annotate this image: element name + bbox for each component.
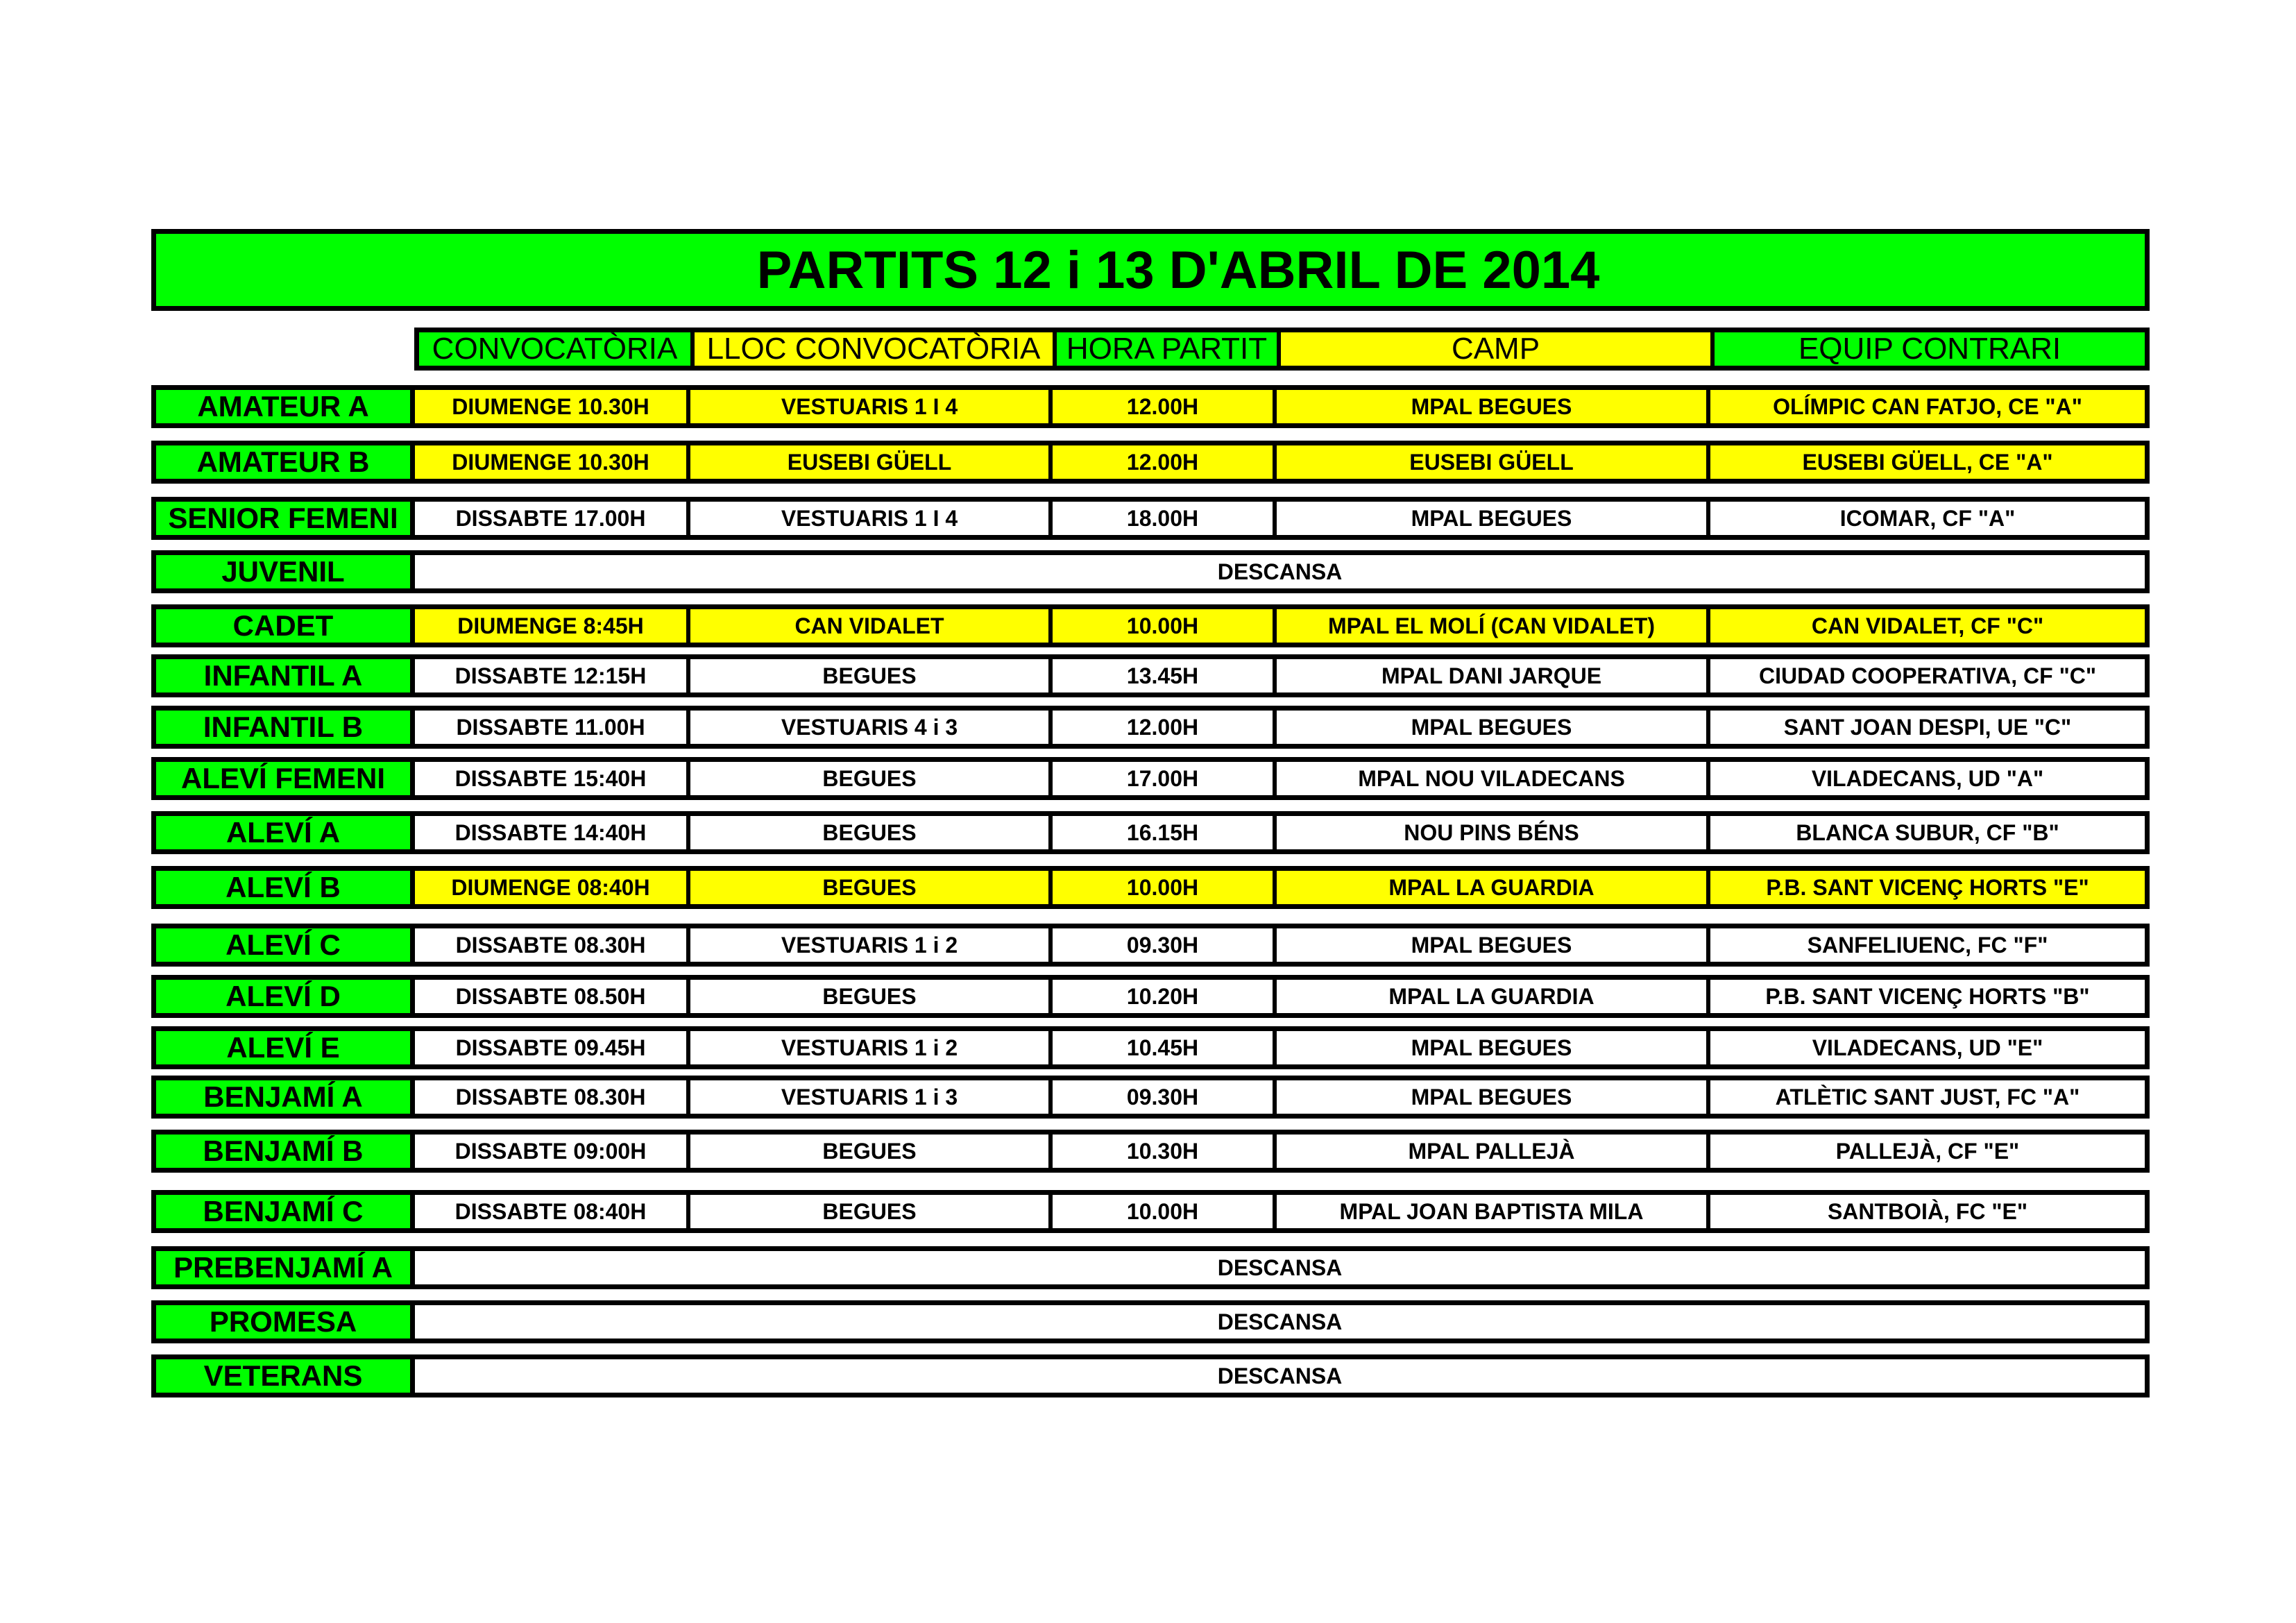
lloc-convocatoria-cell: VESTUARIS 1 I 4 xyxy=(690,390,1053,423)
convocatoria-cell: DISSABTE 11.00H xyxy=(415,711,690,744)
equip-contrari-cell: SANFELIUENC, FC "F" xyxy=(1710,928,2145,962)
match-details xyxy=(415,1130,2150,1173)
equip-contrari-cell: VILADECANS, UD "A" xyxy=(1710,762,2145,795)
team-name: BENJAMÍ A xyxy=(151,1076,415,1119)
match-details xyxy=(415,654,2150,697)
hora-partit-cell: 10.45H xyxy=(1053,1031,1277,1064)
header-camp: CAMP xyxy=(1281,332,1715,366)
camp-cell: MPAL BEGUES xyxy=(1277,928,1710,962)
table-row xyxy=(151,441,2150,484)
convocatoria-cell: DISSABTE 08:40H xyxy=(415,1195,690,1228)
hora-partit-cell: 12.00H xyxy=(1053,390,1277,423)
match-details xyxy=(415,604,2150,647)
team-name: PROMESA xyxy=(151,1300,415,1343)
lloc-convocatoria-cell: BEGUES xyxy=(690,980,1053,1013)
equip-contrari-cell: PALLEJÀ, CF "E" xyxy=(1710,1135,2145,1168)
match-details xyxy=(415,385,2150,428)
hora-partit-cell: 10.30H xyxy=(1053,1135,1277,1168)
table-row xyxy=(151,654,2150,697)
match-details xyxy=(415,1026,2150,1069)
team-name: INFANTIL B xyxy=(151,706,415,749)
header-equip-contrari: EQUIP CONTRARI xyxy=(1715,332,2145,366)
table-row xyxy=(151,1300,2150,1343)
equip-contrari-cell: P.B. SANT VICENÇ HORTS "E" xyxy=(1710,871,2145,904)
table-row xyxy=(151,975,2150,1018)
table-row xyxy=(151,497,2150,540)
table-row xyxy=(151,604,2150,647)
match-details xyxy=(415,441,2150,484)
camp-cell: MPAL DANI JARQUE xyxy=(1277,659,1710,692)
lloc-convocatoria-cell: VESTUARIS 1 I 4 xyxy=(690,502,1053,535)
camp-cell: MPAL JOAN BAPTISTA MILA xyxy=(1277,1195,1710,1228)
match-details xyxy=(415,1076,2150,1119)
camp-cell: MPAL BEGUES xyxy=(1277,1031,1710,1064)
hora-partit-cell: 10.00H xyxy=(1053,1195,1277,1228)
lloc-convocatoria-cell: BEGUES xyxy=(690,1135,1053,1168)
table-row xyxy=(151,811,2150,854)
equip-contrari-cell: BLANCA SUBUR, CF "B" xyxy=(1710,816,2145,849)
team-name: BENJAMÍ C xyxy=(151,1190,415,1233)
convocatoria-cell: DISSABTE 08.30H xyxy=(415,928,690,962)
hora-partit-cell: 10.20H xyxy=(1053,980,1277,1013)
convocatoria-cell: DISSABTE 08.50H xyxy=(415,980,690,1013)
header-hora-partit: HORA PARTIT xyxy=(1057,332,1281,366)
hora-partit-cell: 10.00H xyxy=(1053,871,1277,904)
equip-contrari-cell: VILADECANS, UD "E" xyxy=(1710,1031,2145,1064)
match-details xyxy=(415,811,2150,854)
table-row xyxy=(151,924,2150,967)
team-name: VETERANS xyxy=(151,1354,415,1397)
lloc-convocatoria-cell: EUSEBI GÜELL xyxy=(690,445,1053,479)
lloc-convocatoria-cell: BEGUES xyxy=(690,816,1053,849)
descansa-label: DESCANSA xyxy=(415,555,2145,588)
team-name: AMATEUR B xyxy=(151,441,415,484)
match-details xyxy=(415,706,2150,749)
team-name: BENJAMÍ B xyxy=(151,1130,415,1173)
team-name: SENIOR FEMENI xyxy=(151,497,415,540)
table-row xyxy=(151,1354,2150,1397)
lloc-convocatoria-cell: BEGUES xyxy=(690,762,1053,795)
lloc-convocatoria-cell: VESTUARIS 1 i 2 xyxy=(690,928,1053,962)
hora-partit-cell: 17.00H xyxy=(1053,762,1277,795)
lloc-convocatoria-cell: BEGUES xyxy=(690,1195,1053,1228)
table-row xyxy=(151,757,2150,800)
camp-cell: MPAL BEGUES xyxy=(1277,711,1710,744)
team-name: ALEVÍ FEMENI xyxy=(151,757,415,800)
convocatoria-cell: DISSABTE 14:40H xyxy=(415,816,690,849)
equip-contrari-cell: CIUDAD COOPERATIVA, CF "C" xyxy=(1710,659,2145,692)
header-lloc-convocatoria: LLOC CONVOCATÒRIA xyxy=(695,332,1057,366)
equip-contrari-cell: CAN VIDALET, CF "C" xyxy=(1710,609,2145,643)
team-name: INFANTIL A xyxy=(151,654,415,697)
camp-cell: MPAL BEGUES xyxy=(1277,390,1710,423)
hora-partit-cell: 09.30H xyxy=(1053,928,1277,962)
match-details xyxy=(415,866,2150,909)
hora-partit-cell: 16.15H xyxy=(1053,816,1277,849)
equip-contrari-cell: ICOMAR, CF "A" xyxy=(1710,502,2145,535)
table-row xyxy=(151,550,2150,593)
table-row xyxy=(151,1130,2150,1173)
convocatoria-cell: DISSABTE 08.30H xyxy=(415,1080,690,1114)
team-name: AMATEUR A xyxy=(151,385,415,428)
descansa-label: DESCANSA xyxy=(415,1305,2145,1339)
convocatoria-cell: DISSABTE 15:40H xyxy=(415,762,690,795)
equip-contrari-cell: P.B. SANT VICENÇ HORTS "B" xyxy=(1710,980,2145,1013)
equip-contrari-cell: EUSEBI GÜELL, CE "A" xyxy=(1710,445,2145,479)
lloc-convocatoria-cell: VESTUARIS 4 i 3 xyxy=(690,711,1053,744)
table-row xyxy=(151,1026,2150,1069)
lloc-convocatoria-cell: CAN VIDALET xyxy=(690,609,1053,643)
descansa-label: DESCANSA xyxy=(415,1251,2145,1284)
hora-partit-cell: 10.00H xyxy=(1053,609,1277,643)
team-name: CADET xyxy=(151,604,415,647)
camp-cell: MPAL PALLEJÀ xyxy=(1277,1135,1710,1168)
table-row xyxy=(151,866,2150,909)
table-row xyxy=(151,1190,2150,1233)
team-name: PREBENJAMÍ A xyxy=(151,1246,415,1289)
hora-partit-cell: 12.00H xyxy=(1053,445,1277,479)
equip-contrari-cell: ATLÈTIC SANT JUST, FC "A" xyxy=(1710,1080,2145,1114)
camp-cell: NOU PINS BÉNS xyxy=(1277,816,1710,849)
convocatoria-cell: DISSABTE 09.45H xyxy=(415,1031,690,1064)
table-row xyxy=(151,1076,2150,1119)
match-details xyxy=(415,924,2150,967)
camp-cell: MPAL EL MOLÍ (CAN VIDALET) xyxy=(1277,609,1710,643)
column-header-row xyxy=(414,328,2150,371)
match-details xyxy=(415,1246,2150,1289)
team-name: ALEVÍ A xyxy=(151,811,415,854)
camp-cell: MPAL LA GUARDIA xyxy=(1277,980,1710,1013)
team-name: ALEVÍ B xyxy=(151,866,415,909)
camp-cell: MPAL BEGUES xyxy=(1277,1080,1710,1114)
team-name: ALEVÍ E xyxy=(151,1026,415,1069)
descansa-label: DESCANSA xyxy=(415,1359,2145,1393)
lloc-convocatoria-cell: VESTUARIS 1 i 3 xyxy=(690,1080,1053,1114)
page-title: PARTITS 12 i 13 D'ABRIL DE 2014 xyxy=(756,240,1600,300)
lloc-convocatoria-cell: BEGUES xyxy=(690,871,1053,904)
camp-cell: MPAL NOU VILADECANS xyxy=(1277,762,1710,795)
match-details xyxy=(415,497,2150,540)
camp-cell: MPAL LA GUARDIA xyxy=(1277,871,1710,904)
convocatoria-cell: DISSABTE 12:15H xyxy=(415,659,690,692)
camp-cell: EUSEBI GÜELL xyxy=(1277,445,1710,479)
table-row xyxy=(151,1246,2150,1289)
lloc-convocatoria-cell: BEGUES xyxy=(690,659,1053,692)
match-details xyxy=(415,1354,2150,1397)
table-row xyxy=(151,706,2150,749)
convocatoria-cell: DIUMENGE 8:45H xyxy=(415,609,690,643)
hora-partit-cell: 18.00H xyxy=(1053,502,1277,535)
convocatoria-cell: DIUMENGE 10.30H xyxy=(415,390,690,423)
convocatoria-cell: DISSABTE 09:00H xyxy=(415,1135,690,1168)
hora-partit-cell: 12.00H xyxy=(1053,711,1277,744)
hora-partit-cell: 13.45H xyxy=(1053,659,1277,692)
match-details xyxy=(415,975,2150,1018)
title-banner xyxy=(151,229,2150,311)
equip-contrari-cell: SANT JOAN DESPI, UE "C" xyxy=(1710,711,2145,744)
table-row xyxy=(151,385,2150,428)
match-details xyxy=(415,550,2150,593)
convocatoria-cell: DIUMENGE 10.30H xyxy=(415,445,690,479)
convocatoria-cell: DIUMENGE 08:40H xyxy=(415,871,690,904)
lloc-convocatoria-cell: VESTUARIS 1 i 2 xyxy=(690,1031,1053,1064)
camp-cell: MPAL BEGUES xyxy=(1277,502,1710,535)
header-convocatoria: CONVOCATÒRIA xyxy=(419,332,695,366)
hora-partit-cell: 09.30H xyxy=(1053,1080,1277,1114)
team-name: ALEVÍ C xyxy=(151,924,415,967)
equip-contrari-cell: SANTBOIÀ, FC "E" xyxy=(1710,1195,2145,1228)
match-details xyxy=(415,757,2150,800)
team-name: JUVENIL xyxy=(151,550,415,593)
match-details xyxy=(415,1300,2150,1343)
equip-contrari-cell: OLÍMPIC CAN FATJO, CE "A" xyxy=(1710,390,2145,423)
match-details xyxy=(415,1190,2150,1233)
convocatoria-cell: DISSABTE 17.00H xyxy=(415,502,690,535)
team-name: ALEVÍ D xyxy=(151,975,415,1018)
